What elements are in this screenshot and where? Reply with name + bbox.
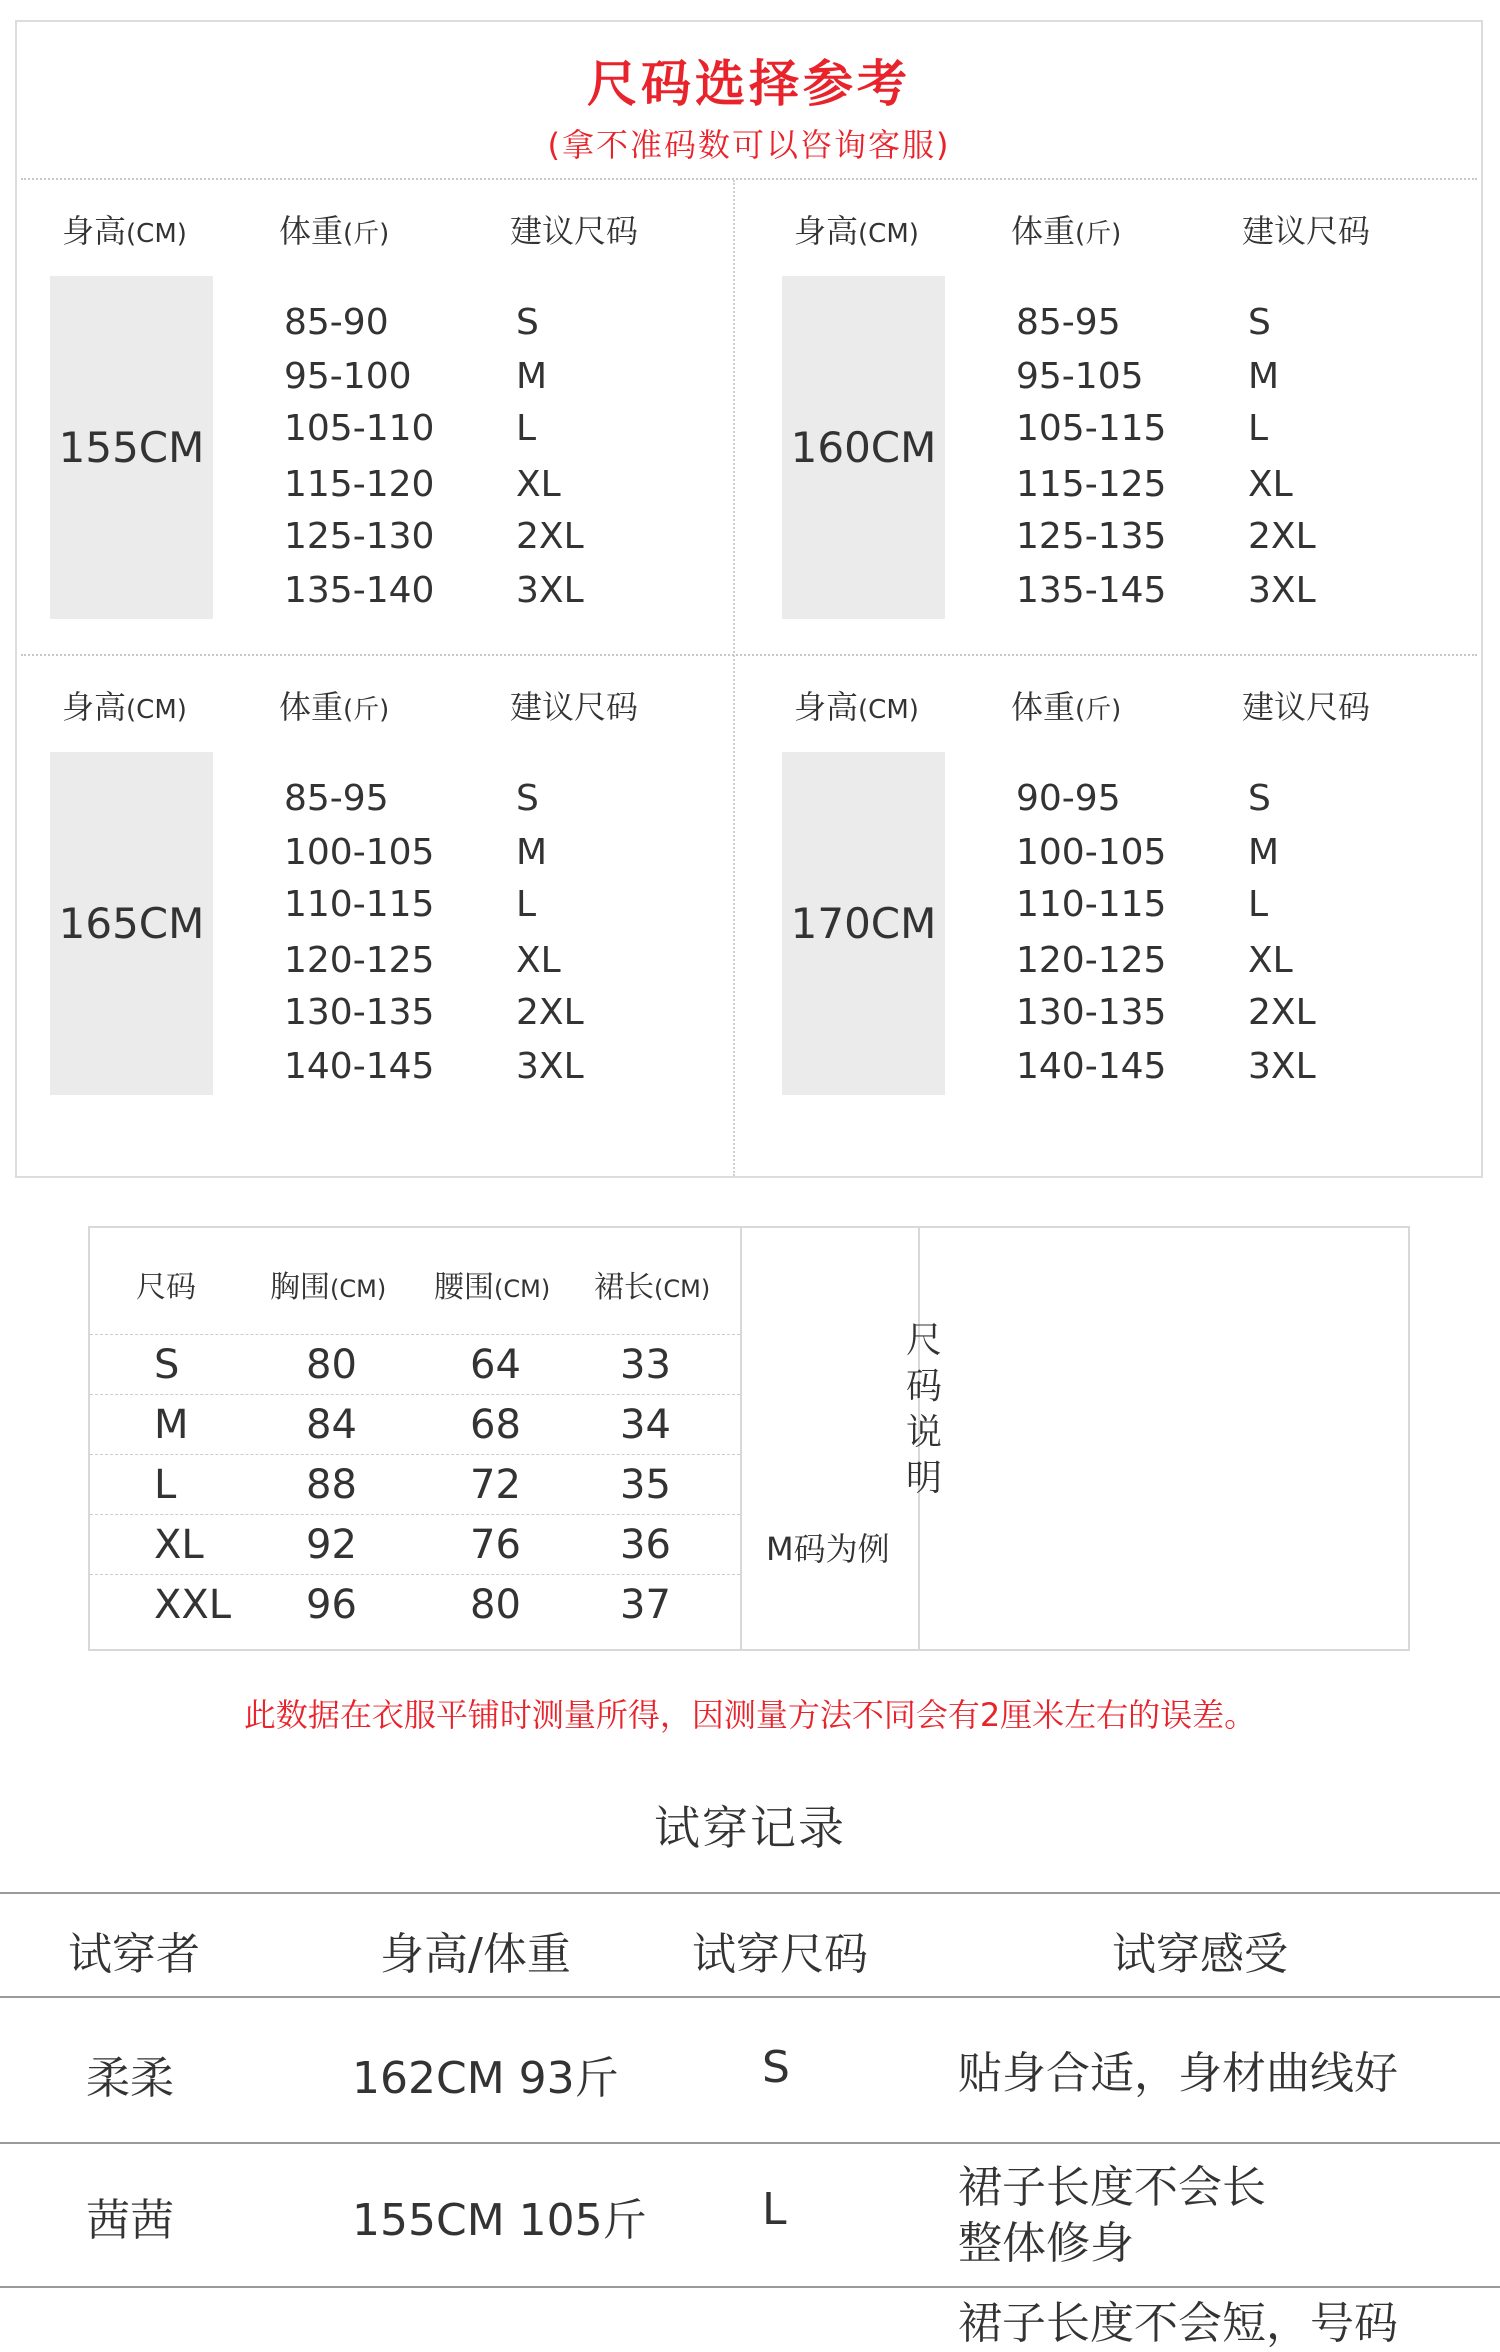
tryon-feel-line: 裙子长度不会长 bbox=[958, 2162, 1266, 2213]
weight-range: 135-140 bbox=[284, 570, 435, 611]
suggested-size: L bbox=[1248, 408, 1269, 449]
suggested-size: S bbox=[1248, 778, 1271, 819]
length-cell: 35 bbox=[620, 1462, 671, 1508]
tryon-size: S bbox=[762, 2042, 790, 2093]
weight-range: 130-135 bbox=[284, 992, 435, 1033]
size-note-label: 尺码说明 bbox=[906, 1320, 943, 1499]
size-reference-title: 尺码选择参考 bbox=[587, 55, 911, 113]
suggested-size: M bbox=[516, 356, 548, 397]
suggested-size: S bbox=[1248, 302, 1271, 343]
length-cell: 34 bbox=[620, 1402, 671, 1448]
suggested-size: XL bbox=[1248, 464, 1293, 505]
height-value: 165CM bbox=[50, 752, 213, 1095]
table-divider bbox=[740, 1228, 742, 1649]
bust-cell: 80 bbox=[306, 1342, 357, 1388]
suggested-size: S bbox=[516, 778, 539, 819]
weight-range: 115-120 bbox=[284, 464, 435, 505]
height-header: 身高(CM) bbox=[794, 688, 919, 726]
weight-range: 110-115 bbox=[1016, 884, 1167, 925]
suggested-size: M bbox=[516, 832, 548, 873]
row-divider bbox=[90, 1574, 740, 1575]
size-group bbox=[17, 206, 747, 726]
bust-cell: 92 bbox=[306, 1522, 357, 1568]
weight-range: 115-125 bbox=[1016, 464, 1167, 505]
suggested-size: 3XL bbox=[516, 570, 584, 611]
tryon-name: 茜茜 bbox=[86, 2195, 174, 2246]
length-cell: 37 bbox=[620, 1582, 671, 1628]
suggested-size: L bbox=[516, 408, 537, 449]
size-note-example: M码为例 bbox=[766, 1530, 890, 1568]
measurement-table bbox=[88, 1226, 1410, 1651]
tryon-stats: 155CM 105斤 bbox=[352, 2195, 647, 2246]
weight-header: 体重(斤) bbox=[279, 688, 390, 726]
weight-header: 体重(斤) bbox=[1011, 212, 1122, 250]
height-value: 155CM bbox=[50, 276, 213, 619]
height-header: 身高(CM) bbox=[62, 688, 187, 726]
weight-range: 100-105 bbox=[1016, 832, 1167, 873]
tryon-feel bbox=[958, 2296, 1398, 2352]
suggested-size: M bbox=[1248, 832, 1280, 873]
tryon-header-name: 试穿者 bbox=[68, 1929, 200, 1980]
weight-range: 135-145 bbox=[1016, 570, 1167, 611]
weight-range: 110-115 bbox=[284, 884, 435, 925]
suggested-size: 2XL bbox=[516, 992, 584, 1033]
header-bust: 胸围(CM) bbox=[270, 1270, 387, 1305]
suggested-size: XL bbox=[516, 464, 561, 505]
size-header: 建议尺码 bbox=[1242, 212, 1371, 250]
tryon-feel-line: 整体修身 bbox=[958, 2218, 1134, 2269]
measurement-disclaimer: 此数据在衣服平铺时测量所得，因测量方法不同会有2厘米左右的误差。 bbox=[243, 1696, 1257, 1734]
suggested-size: M bbox=[1248, 356, 1280, 397]
size-header: 建议尺码 bbox=[1242, 688, 1371, 726]
suggested-size: L bbox=[516, 884, 537, 925]
row-divider bbox=[90, 1454, 740, 1455]
height-header: 身高(CM) bbox=[62, 212, 187, 250]
tryon-header-feel: 试穿感受 bbox=[1112, 1929, 1288, 1980]
size-group bbox=[17, 682, 747, 1202]
weight-range: 100-105 bbox=[284, 832, 435, 873]
suggested-size: 2XL bbox=[1248, 516, 1316, 557]
tryon-size: L bbox=[762, 2184, 787, 2235]
size-group bbox=[749, 682, 1479, 1202]
weight-range: 85-95 bbox=[1016, 302, 1121, 343]
size-reference-panel bbox=[15, 20, 1483, 1178]
waist-cell: 72 bbox=[470, 1462, 521, 1508]
tryon-row-border bbox=[0, 2142, 1500, 2144]
height-value: 160CM bbox=[782, 276, 945, 619]
tryon-stats: 162CM 93斤 bbox=[352, 2053, 619, 2104]
waist-cell: 76 bbox=[470, 1522, 521, 1568]
weight-range: 130-135 bbox=[1016, 992, 1167, 1033]
bust-cell: 88 bbox=[306, 1462, 357, 1508]
header-waist: 腰围(CM) bbox=[434, 1270, 551, 1305]
tryon-feel bbox=[958, 2160, 1266, 2272]
weight-range: 125-130 bbox=[284, 516, 435, 557]
bust-cell: 84 bbox=[306, 1402, 357, 1448]
tryon-feel bbox=[958, 2046, 1398, 2102]
row-divider bbox=[90, 1514, 740, 1515]
length-cell: 36 bbox=[620, 1522, 671, 1568]
weight-range: 85-95 bbox=[284, 778, 389, 819]
weight-range: 85-90 bbox=[284, 302, 389, 343]
weight-range: 140-145 bbox=[1016, 1046, 1167, 1087]
suggested-size: 2XL bbox=[1248, 992, 1316, 1033]
tryon-feel-line: 裙子长度不会短，号码 bbox=[958, 2298, 1398, 2349]
size-cell: XXL bbox=[154, 1582, 232, 1628]
suggested-size: XL bbox=[516, 940, 561, 981]
size-header: 建议尺码 bbox=[510, 688, 639, 726]
tryon-header-stats: 身高/体重 bbox=[380, 1929, 571, 1980]
size-reference-subtitle: (拿不准码数可以咨询客服) bbox=[547, 126, 951, 164]
weight-range: 120-125 bbox=[284, 940, 435, 981]
row-divider bbox=[90, 1394, 740, 1395]
weight-header: 体重(斤) bbox=[1011, 688, 1122, 726]
waist-cell: 64 bbox=[470, 1342, 521, 1388]
suggested-size: 3XL bbox=[1248, 1046, 1316, 1087]
bust-cell: 96 bbox=[306, 1582, 357, 1628]
suggested-size: L bbox=[1248, 884, 1269, 925]
waist-cell: 80 bbox=[470, 1582, 521, 1628]
header-skirt-length: 裙长(CM) bbox=[594, 1270, 711, 1305]
height-value: 170CM bbox=[782, 752, 945, 1095]
tryon-header-border bbox=[0, 1996, 1500, 1998]
suggested-size: 3XL bbox=[1248, 570, 1316, 611]
size-group bbox=[749, 206, 1479, 726]
weight-header: 体重(斤) bbox=[279, 212, 390, 250]
size-cell: L bbox=[154, 1462, 177, 1508]
waist-cell: 68 bbox=[470, 1402, 521, 1448]
weight-range: 105-110 bbox=[284, 408, 435, 449]
weight-range: 90-95 bbox=[1016, 778, 1121, 819]
weight-range: 120-125 bbox=[1016, 940, 1167, 981]
size-cell: M bbox=[154, 1402, 189, 1448]
length-cell: 33 bbox=[620, 1342, 671, 1388]
weight-range: 95-100 bbox=[284, 356, 412, 397]
tryon-header-size: 试穿尺码 bbox=[692, 1929, 868, 1980]
suggested-size: 2XL bbox=[516, 516, 584, 557]
tryon-table-top-border bbox=[0, 1892, 1500, 1894]
suggested-size: S bbox=[516, 302, 539, 343]
row-divider bbox=[90, 1334, 740, 1335]
suggested-size: 3XL bbox=[516, 1046, 584, 1087]
size-cell: XL bbox=[154, 1522, 204, 1568]
suggested-size: XL bbox=[1248, 940, 1293, 981]
header-size: 尺码 bbox=[136, 1270, 196, 1305]
tryon-title: 试穿记录 bbox=[654, 1801, 846, 1855]
weight-range: 105-115 bbox=[1016, 408, 1167, 449]
weight-range: 125-135 bbox=[1016, 516, 1167, 557]
size-header: 建议尺码 bbox=[510, 212, 639, 250]
title-divider bbox=[21, 178, 1477, 180]
size-cell: S bbox=[154, 1342, 180, 1388]
tryon-row-border bbox=[0, 2286, 1500, 2288]
tryon-name: 柔柔 bbox=[86, 2053, 174, 2104]
height-header: 身高(CM) bbox=[794, 212, 919, 250]
weight-range: 95-105 bbox=[1016, 356, 1144, 397]
tryon-feel-line: 贴身合适，身材曲线好 bbox=[958, 2048, 1398, 2099]
weight-range: 140-145 bbox=[284, 1046, 435, 1087]
